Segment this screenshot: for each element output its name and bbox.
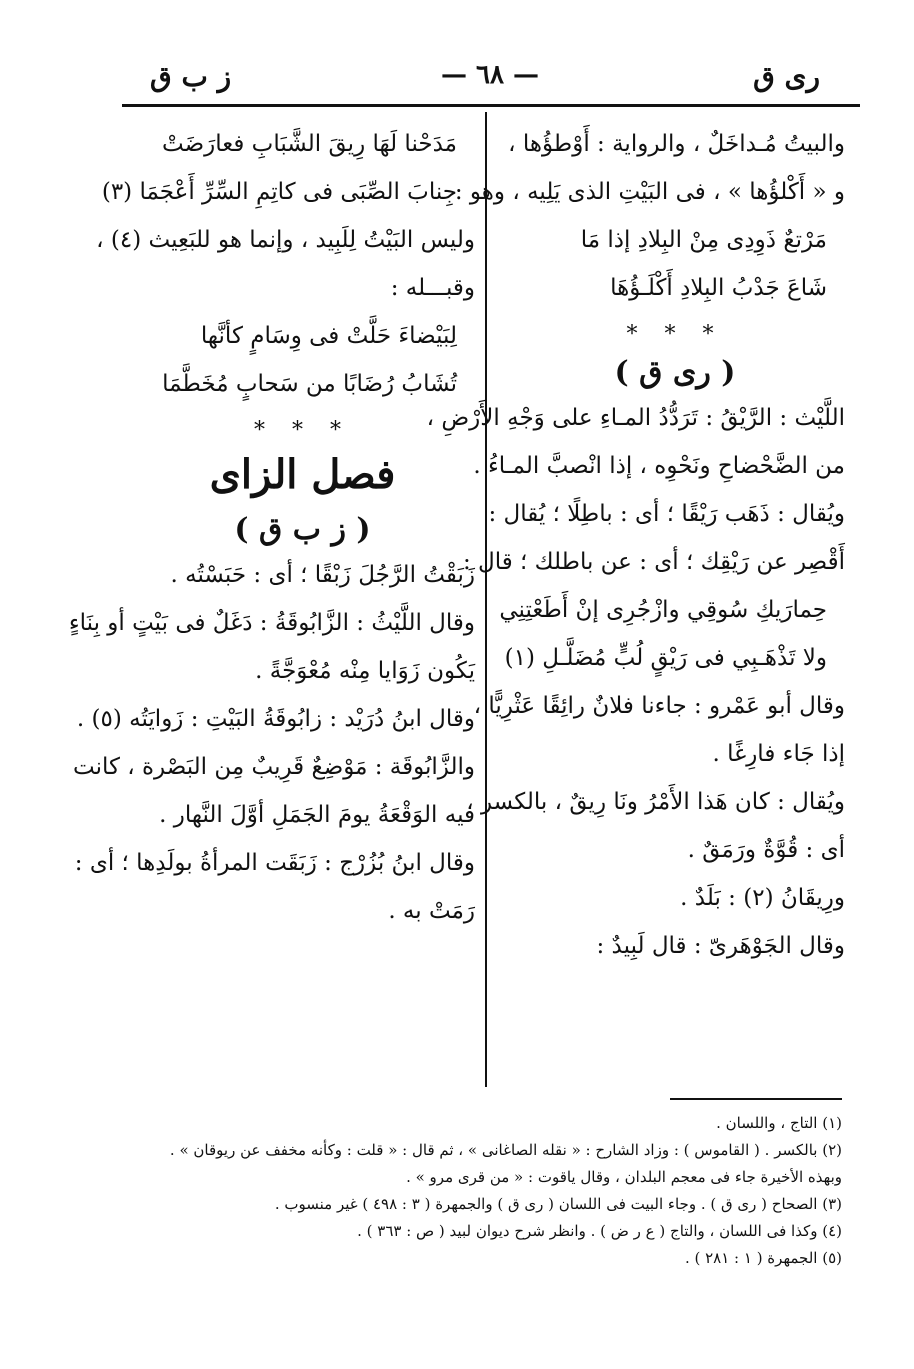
verse-line: ولا تَذْهَـبِي فى رَيْقٍ لُبٍّ مُضَلَّـلِ (١)	[504, 645, 827, 671]
text-line: ويُقال : ذَهَب رَيْقًا ؛ أى : باطِلًا ؛ يُقال :	[488, 501, 845, 527]
entry-heading: ( ز ب ق )	[234, 512, 371, 547]
verse-line: مَرْتعٌ ذَوِدِى مِنْ البِلادِ إذا مَا	[580, 227, 827, 253]
header-rule	[122, 104, 860, 107]
footnote-line: (٣) الصحاح ( رى ق ) . وجاء البيت فى اللسان ( رى ق ) والجمهرة ( ٣ : ٤٩٨ ) غير منسوب .	[274, 1195, 842, 1213]
footnote-rule	[670, 1098, 842, 1100]
text-line: زَبَقْتُ الرَّجُلَ زَبْقًا ؛ أى : حَبَسْتُه .	[170, 562, 475, 588]
text-line: إذا جَاء فارِغًا .	[712, 741, 845, 767]
text-line: وقال ابنُ بُزُرْج : زَبَقَت المرأةُ بولَدِها ؛ أى :	[74, 850, 475, 876]
text-line: فيه الوَقْعَةُ يومَ الجَمَلِ أوَّلَ النَّهار .	[159, 802, 475, 828]
verse-line: لِبَيْضاءَ حَلَّتْ فى وِسَامٍ كأنَّها	[200, 323, 457, 349]
text-line: وقال أبو عَمْرو : جاءنا فلانٌ رائِقًا عَثْرِيًّا ،	[473, 693, 845, 719]
column-divider	[485, 112, 487, 1087]
text-line: وقال اللَّيْثُ : الزَّابُوقَةُ : دَغَلٌ فى بَيْتٍ أو بِنَاءٍ	[68, 610, 475, 636]
text-line: ويُقال : كان هَذا الأَمْرُ ونَا رِيقٌ ، بالكسر ،	[466, 789, 845, 815]
text-line: وليس البَيْتُ لِلَبِيد ، وإنما هو للبَعِيث (٤) ،	[96, 227, 475, 253]
footnote-line: (٤) وكذا فى اللسان ، والتاج ( ع ر ض ) . وانظر شرح ديوان لبيد ( ص : ٣٦٣ ) .	[357, 1222, 842, 1240]
footnote-line: وبهذه الأخيرة جاء فى معجم البلدان ، وقال ياقوت : « من قرى مرو » .	[406, 1168, 842, 1186]
header-root-right: رى ق	[753, 60, 820, 93]
footnote-line: (٥) الجمهرة ( ١ : ٢٨١ ) .	[684, 1249, 842, 1267]
verse-line: جِنابَ الصِّبَى فى كاتِمِ السِّرِّ أَعْجَمَا (٣)	[101, 179, 457, 205]
text-line: والزَّابُوقَة : مَوْضِعٌ قَرِيبٌ مِن البَصْرة ، كانت	[73, 754, 475, 780]
header-root-left: ز ب ق	[150, 60, 232, 93]
text-line: وقال الجَوْهَرىّ : قال لَبِيدٌ :	[596, 933, 845, 959]
verse-line: حِمارَيكِ سُوقِي وازْجُرِى إنْ أَطَعْتِنِي	[499, 597, 827, 623]
footnote-line: (٢) بالكسر . ( القاموس ) : وزاد الشارح : « نقله الصاغانى » ، ثم قال : « قلت : وكأنه مخفف عن ريوقان » .	[169, 1141, 842, 1159]
text-line: أى : قُوَّةٌ ورَمَقٌ .	[687, 837, 845, 863]
text-line: ورِيقَانُ (٢) : بَلَدٌ .	[680, 885, 845, 911]
text-line: من الضَّحْضاحِ ونَحْوِه ، إذا انْصبَّ المـاءُ .	[473, 453, 845, 479]
text-line: وقال ابنُ دُرَيْد : زابُوقَةُ البَيْتِ : زَوايَتُه (٥) .	[76, 706, 475, 732]
page-number: — ٦٨ —	[440, 60, 540, 90]
text-line: و « أَكْلؤُها » ، فى البَيْتِ الذى يَلِيه ، وهو :	[454, 179, 845, 205]
text-line: أَقْصِر عن رَيْقِك ؛ أى : عن باطلك ؛ قال :	[462, 549, 845, 575]
verse-line: مَدَحْنا لَهَا رِيقَ الشَّبَابِ فعارَضَتْ	[162, 131, 457, 157]
verse-line: تُشَابُ رُضَابًا من سَحابٍ مُخَطَّمَا	[162, 371, 457, 397]
text-line: رَمَتْ به .	[388, 898, 475, 924]
footnotes	[130, 1110, 842, 1272]
text-line: اللَّيْث : الرَّيْقُ : تَرَدُّدُ المـاءِ على وَجْهِ الأَرْضِ ،	[426, 405, 845, 431]
separator-stars: * * *	[254, 418, 351, 443]
text-line: وقبـــله :	[390, 275, 475, 301]
text-line: والبيتُ مُـداخَلٌ ، والرواية : أَوْطؤُها ،	[508, 131, 845, 157]
text-line: يَكُون زَوَايا مِنْه مُعْوَجَّةً .	[255, 658, 475, 684]
verse-line: شَاعَ جَدْبُ البِلادِ أَكْلَـؤُهَا	[610, 275, 827, 301]
footnote-line: (١) التاج ، واللسان .	[716, 1114, 842, 1132]
entry-heading: ( رى ق )	[614, 355, 736, 390]
left-column	[68, 130, 475, 945]
separator-stars: * * *	[626, 322, 724, 347]
section-title: فصل الزاى	[209, 451, 396, 498]
running-header	[120, 60, 860, 100]
